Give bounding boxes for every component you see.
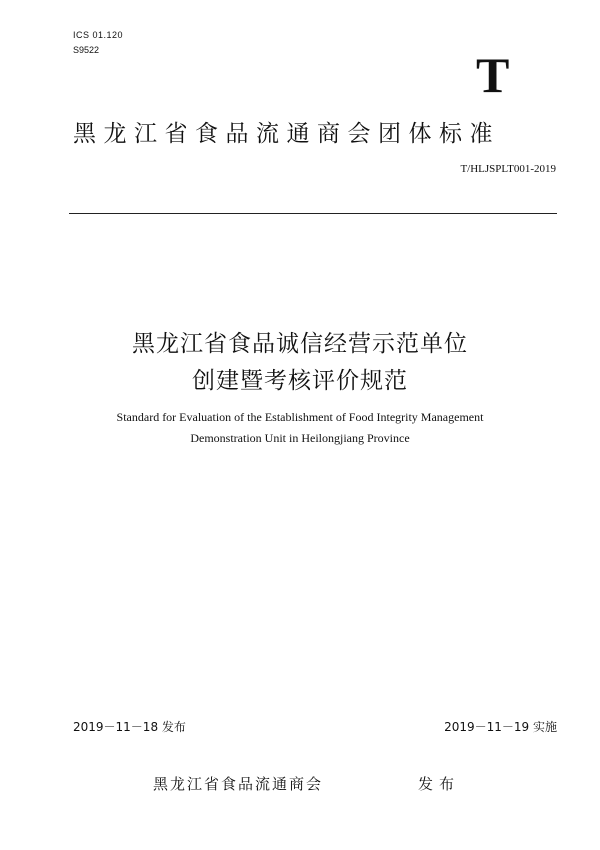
standard-code: T/HLJSPLT001-2019 [460, 163, 556, 175]
document-title-en-line2: Demonstration Unit in Heilongjiang Province [190, 431, 410, 445]
issuing-organization: 黑龙江省食品流通商会 [153, 775, 324, 793]
ics-code: ICS 01.120 [73, 30, 124, 40]
document-title-cn-line1: 黑龙江省食品诚信经营示范单位 [132, 331, 468, 357]
document-title-en-line1: Standard for Evaluation of the Establishment of Food Integrity Management [116, 410, 484, 424]
document-title-cn-line2: 创建暨考核评价规范 [192, 368, 408, 394]
implementation-date: 2019－11－19 实施 [444, 720, 557, 734]
standard-category-letter: T [476, 47, 510, 103]
issue-date: 2019－11－18 发布 [73, 720, 186, 734]
header-divider [69, 213, 557, 214]
organization-standard-title: 黑龙江省食品流通商会团体标准 [73, 121, 500, 147]
publish-label: 发布 [418, 775, 461, 793]
ccs-code: S9522 [73, 45, 100, 55]
